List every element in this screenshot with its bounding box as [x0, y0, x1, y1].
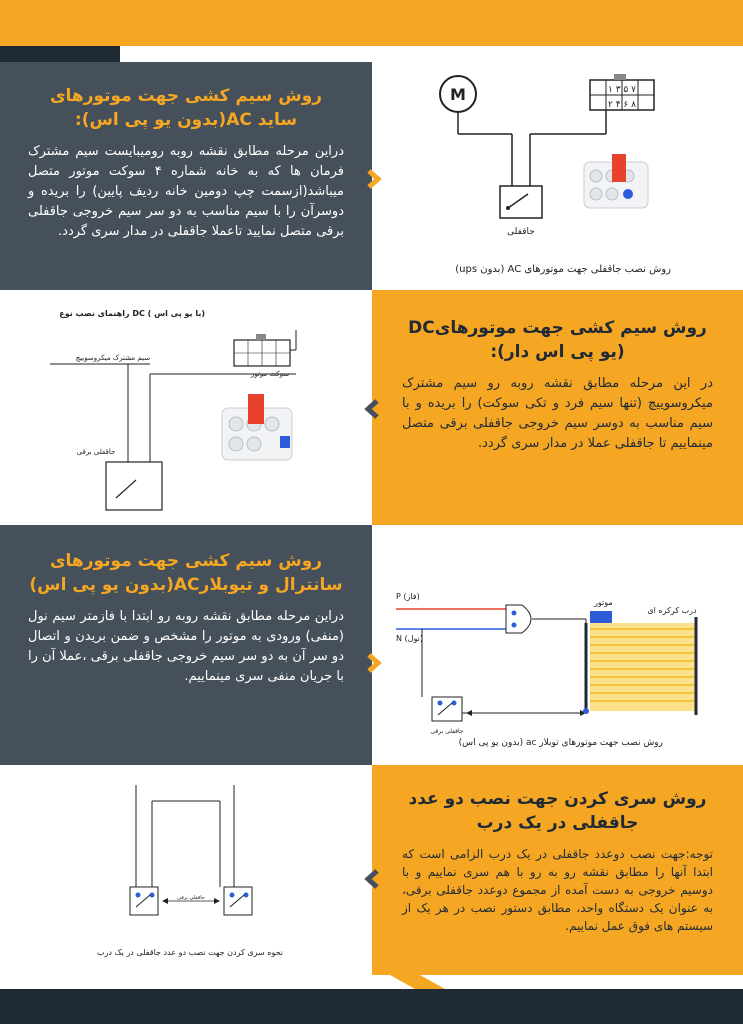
footer-banner [0, 975, 743, 1024]
section-4-panel [372, 765, 743, 975]
section-1-panel [0, 62, 372, 290]
socket-label: سوکت موتور [250, 370, 290, 378]
lock-switch-icon [106, 462, 162, 510]
section-1-diagram [372, 62, 743, 290]
lock-switch-icon [500, 186, 542, 218]
section-1-body: دراین مرحله مطابق نقشه روبه رومیبایست سیم مشترک فرمان ها که به خانه شماره ۴ سوکت موتور متصل میباشد(ازسمت چپ دومین خانه ردیف پایین) را بریده و دوسرآن را با سیم مناسب به دو سر سیم خروجی جاقفلی برقی متصل نمایید تاعملا جاقفلی در مدار سری گردد. [28, 144, 344, 239]
lock-label: جاقفلی [507, 227, 535, 237]
connector-plug-icon [584, 154, 648, 208]
lock-label: جاقفلی برقی [177, 895, 205, 901]
section-3-panel [0, 525, 372, 765]
section-3-diagram [372, 525, 743, 765]
motor-icon [590, 611, 612, 623]
phase-label: P (فاز) [396, 592, 420, 601]
header-dark-strip [0, 46, 120, 62]
motor-label: M [450, 85, 466, 104]
section-3-title: روش سیم کشی جهت موتورهای سانترال و تیوبلارAC(بدون یو پی اس) [29, 551, 343, 595]
chevron-left-icon [361, 398, 383, 420]
rolling-door-icon [590, 617, 696, 715]
lock-switch-icon [432, 697, 462, 721]
common-wire-label: سیم مشترک میکروسوییچ [75, 354, 150, 362]
motor-label: موتور [594, 598, 613, 607]
socket-grid-icon [590, 74, 654, 110]
lock-switch-icon [130, 887, 158, 915]
door-label: درب کرکره ای [647, 606, 697, 615]
socket-top-numbers: ۱ ۳ ۵ ۷ [608, 85, 636, 95]
section-2-title: روش سیم کشی جهت موتورهایDC (یو پی اس دار): [408, 318, 707, 362]
section-2-panel [372, 290, 743, 525]
lock-switch-icon [224, 887, 252, 915]
section-3-body: دراین مرحله مطابق نقشه روبه رو ابتدا با فازمتر سیم نول (منفی) ورودی به موتور را مشخص و ضمن بریدن و اتصال دو سر آن به دو سر سیم خروجی جاقفلی برقی ،عملا آن را با جریان منفی سری مینماییم. [28, 609, 344, 684]
socket-bottom-numbers: ۲ ۴ ۶ ۸ [608, 100, 636, 110]
terminal-block-icon [506, 605, 531, 633]
section-3-caption: روش نصب جهت موتورهای توبلار ac (بدون یو پی اس) [458, 738, 663, 748]
lock-label: جاقفلی برقی [76, 448, 116, 456]
connector-plug-icon [222, 394, 292, 460]
section-4-body: توجه:جهت نصب دوعدد جاقفلی در یک درب الزامی است که ابتدا آنها را مطابق نقشه رو به رو با هم سری نماییم و با دوسیم خروجی به دست آمده از مجموع دوعدد جاقفلی برقی، به عنوان یک دستگاه واحد، مطابق دستور نصب در هر یک از سیستم های فوق عمل نماییم. [402, 847, 713, 933]
section-4-diagram [0, 765, 372, 975]
section-2-diagram [0, 290, 372, 525]
neutral-label: N (نول) [396, 634, 423, 643]
section-1-title: روش سیم کشی جهت موتورهای ساید AC(بدون یو پی اس): [49, 86, 323, 130]
section-1-caption: روش نصب جاقفلی جهت موتورهای AC (بدون ups) [455, 264, 671, 275]
section-2-body: در این مرحله مطابق نقشه روبه رو سیم مشترک میکروسوییچ (تنها سیم فرد و تکی سوکت) را بریده و با سیم مناسب به دوسر سیم خروجی جاقفلی برقی متصل مینماییم تا جاقفلی عملا در مدار سری گردد. [402, 376, 713, 451]
socket-grid-icon [234, 334, 290, 366]
chevron-left-icon [361, 868, 383, 890]
lock-label: جاقفلی برقی [430, 728, 464, 735]
section-2-caption: راهنمای نصب نوع DC ( با یو پی اس) [59, 309, 205, 318]
section-4-caption: نحوه سری کردن جهت نصب دو عدد جاقفلی در یک درب [97, 948, 283, 957]
section-4-title: روش سری کردن جهت نصب دو عدد جاقفلی در یک درب [408, 789, 707, 833]
